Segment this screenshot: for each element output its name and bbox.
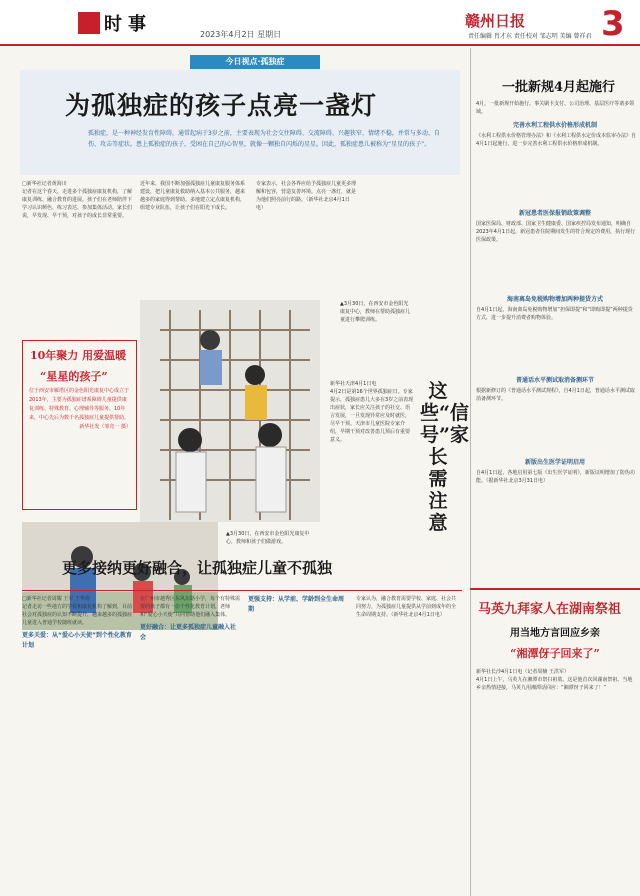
right-text-6 <box>476 668 636 888</box>
right-sub-headline: 用当地方言回应乡亲 <box>510 628 600 639</box>
bottom-column-3 <box>248 595 348 885</box>
middle-byline: 新华社天津4月1日电 <box>330 381 377 387</box>
issue-date: 2023年4月2日 星期日 <box>200 30 282 39</box>
side-box-subtitle: “星星的孩子” <box>40 370 108 383</box>
story-column-3: 专家表示，社会各界应给予孤独症儿童更多理解和包容，营造友善环境。点亮一盏灯，就是为他们照亮前行的路。（新华社北京4月1日电） <box>256 181 356 211</box>
story-column-2: 近年来，我国不断加强孤独症儿童康复服务体系建设，把儿童康复救助纳入基本公共服务，越来越多的家庭得到帮助。多地建立定点康复机构，组建专业队伍，让孩子们在阳光下成长。 <box>140 181 246 211</box>
side-box-body: 位于西安市雁塔区的金色阳光康复中心成立于2013年，主要为孤独症谱系障碍儿童提供康复训练、特殊教育、心理辅导等服务。10年来，中心先后为数千名孤独症儿童提供帮助。 <box>29 388 130 421</box>
page-number: 3 <box>601 4 625 44</box>
side-box-byline: 新华社发（邹竞一 摄） <box>79 424 131 430</box>
right-heading-3: 海南离岛免税购物增加两种提货方式 <box>506 296 603 303</box>
middle-text: 4月2日是第16个世界孤独症日。专家提示，孤独症患儿大多在3岁之前表现出症状，家长应关注孩子的社交、语言发展，一旦发现异常应及时就医，尽早干预。天津市儿童医院专家介绍，早期干预对改善患儿预后有重要意义。 <box>330 389 414 443</box>
page-header <box>0 0 640 46</box>
bottom-column-4: 专家认为，融合教育需要学校、家庭、社会共同努力，为孤独症儿童提供从学前到成年的全生命周期支持。（新华社北京4月1日电） <box>356 596 457 618</box>
side-feature-box <box>22 340 137 510</box>
bottom-text-1: 记者走访一些地方的学校和康复机构了解到，目前社会对孤独症的认知不断提升，越来越多的孤独症儿童进入普通学校随班就读。 <box>22 604 132 626</box>
bottom-byline: □新华社记者周耀 王军 王华倩 <box>22 596 90 602</box>
right-heading-5: 新版出生医学证明启用 <box>524 459 585 466</box>
right-column-title: 一批新规4月起施行 <box>502 80 616 95</box>
editor-credits: 责任编辑 肖才东 责任校对 邹志明 美编 曾祥君 <box>468 33 592 40</box>
lead-paragraph: 孤独症，是一种神经发育性障碍，通常起病于3岁之前，主要表现为社会交往障碍、交流障碍、兴趣狭窄、情绪不稳，并常与多动、自伤、攻击等症状。患上孤独症的孩子，受困在自己的心智里，就像一颗独自闪烁的星星。因此，孤独症患儿被称为“星星的孩子”。 <box>88 130 440 148</box>
subhead-3: 更强支持：从学前、学龄到全生命周期 <box>248 596 345 613</box>
section-title: 时事 <box>104 14 152 35</box>
right-divider <box>470 588 640 590</box>
bottom-column-1 <box>22 595 132 885</box>
climbing-wall-photo <box>140 300 320 522</box>
photo-caption-2: ▲3月30日，在西安市金色阳光康复中心，教师和孩子们做游戏。 <box>226 531 310 545</box>
right-text-1: 《水利工程供水价格管理办法》和《水利工程供水定价成本监审办法》自4月1日起施行，进一步完善水利工程供水价格形成机制。 <box>476 133 636 147</box>
bottom-headline: 更多接纳更好融合，让孤独症儿童不孤独 <box>62 559 333 577</box>
story-column-1 <box>22 180 134 335</box>
right-text-4: 根据新修订的《普通话水平测试规程》，自4月1日起，普通话水平测试取消备测环节。 <box>476 388 635 402</box>
subhead-1: 更多关爱：从“爱心小天使”到个性化教育计划 <box>22 632 132 649</box>
right-quote-headline: “湘潭伢子回来了” <box>510 647 600 660</box>
topic-band: 今日视点·孤独症 <box>190 55 320 69</box>
right-text-2: 国家医保局、财政部、国家卫生健康委、国家疾控局发布通知，明确自2023年4月1日起，新冠患者住院期间发生的符合规定的费用，执行现行医保政策。 <box>476 221 636 243</box>
section-marker <box>78 12 100 34</box>
right-heading-2: 新冠患者医保报销政策调整 <box>518 210 591 217</box>
subhead-2: 更好融合：让更多孤独症儿童融入社会 <box>140 624 237 641</box>
photo-caption-1: ▲3月30日，在西安市金色阳光康复中心，教师在帮助孤独症儿童进行攀爬训练。 <box>340 301 411 323</box>
vertical-headline: 这些“信号”家长需注意 <box>420 380 469 534</box>
bottom-column-2 <box>140 595 240 885</box>
right-heading-4: 普通话水平测试取消备测环节 <box>515 377 594 384</box>
right-text-5: 自4月1日起，各地启用第七版《出生医学证明》，新版证明增加了防伪功能。（据新华社北京3月31日电） <box>476 470 635 484</box>
right-byline: 新华社长沙4月1日电（记者周楠 王洪军） <box>476 669 569 675</box>
middle-story <box>330 380 414 550</box>
side-box-text <box>29 387 131 502</box>
byline: □新华社记者黄海川 <box>22 181 67 187</box>
newspaper-logo: 赣州日报 <box>465 12 526 30</box>
right-intro: 4月，一批新规开始施行。事关刷卡支付、公司治理、基层医疗等诸多领域。 <box>476 101 635 115</box>
right-body: 4月1日上午，马英九在湘潭市祭扫祖墓。这是他首次回湖南祭祖。当地乡亲热情迎接，马英九用湘潭话回应：“湘潭伢子回来了！” <box>476 677 633 691</box>
right-heading-1: 完善水利工程供水价格形成机制 <box>512 122 597 129</box>
side-box-title: 10年聚力 用爱温暖 <box>30 349 127 362</box>
right-big-headline: 马英九拜家人在湖南祭祖 <box>478 602 622 617</box>
column-text: 记者在这个春天，走进多个孤独症康复机构，了解康复训练、融合教育的进展。孩子们在老师陪伴下学习认识颜色、练习表达、参加集体活动。家长们说，早发现、早干预，对孩子的成长非常重要。 <box>22 189 133 219</box>
main-headline: 为孤独症的孩子点亮一盏灯 <box>65 91 378 120</box>
bottom-text-2: 在广州市越秀区东风东路小学，每个有特殊需要的孩子都有一份个性化教育计划，老师和“爱心小天使”共同帮助他们融入集体。 <box>140 596 240 618</box>
right-text-3: 自4月1日起，海南离岛免税购物增加“担保即提”和“即购即提”两种提货方式，进一步提升消费者购物体验。 <box>476 307 633 321</box>
